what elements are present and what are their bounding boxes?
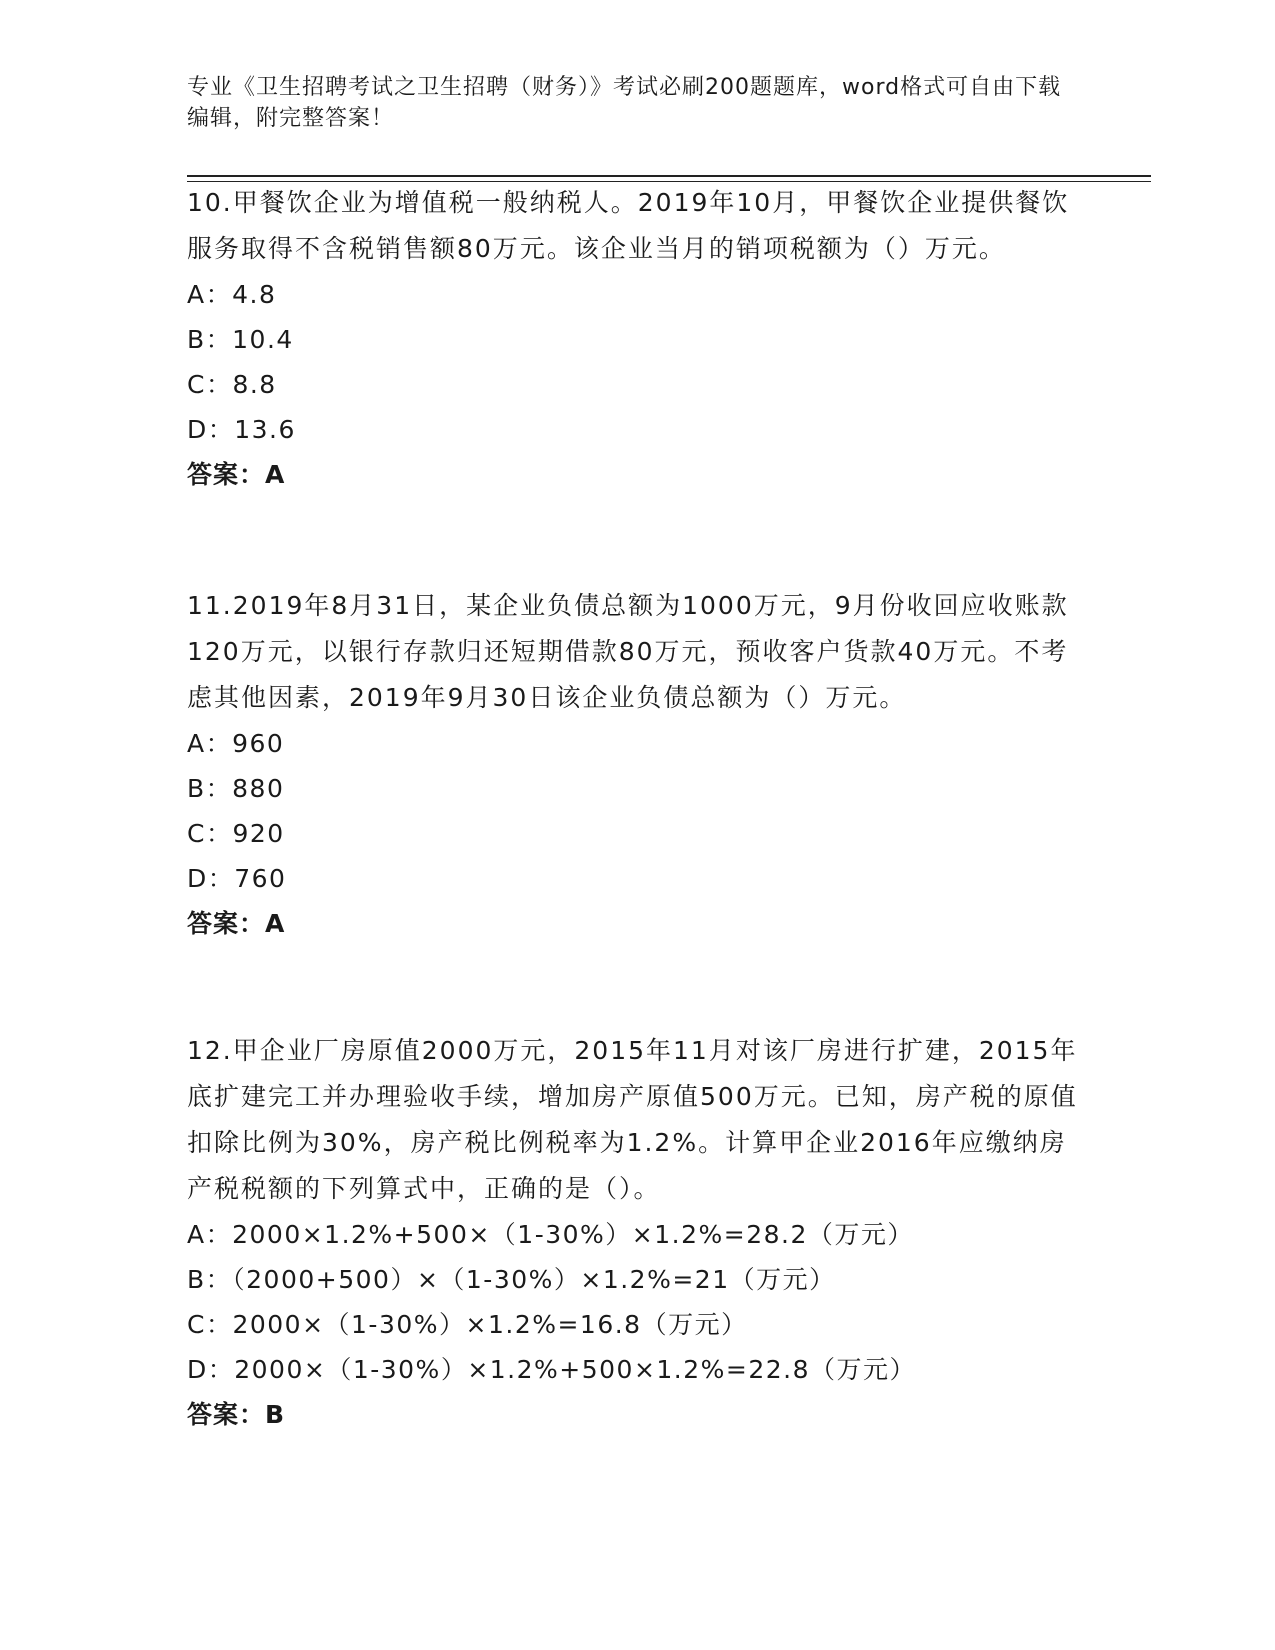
option-d: D：760: [187, 864, 287, 893]
option-b: B：10.4: [187, 325, 294, 354]
question-stem: 11.2019年8月31日，某企业负债总额为1000万元，9月份收回应收账款120万元，以银行存款归还短期借款80万元，预收客户货款40万元。不考虑其他因素，2019年9月30日该企业负债总额为（）万元。: [187, 591, 1069, 712]
answer: 答案：A: [187, 909, 286, 938]
option-c: C：2000×（1-30%）×1.2%=16.8（万元）: [187, 1310, 748, 1339]
question-11: [187, 583, 1087, 947]
option-a: A：2000×1.2%+500×（1-30%）×1.2%=28.2（万元）: [187, 1220, 914, 1249]
option-a: A：4.8: [187, 280, 277, 309]
option-d: D：2000×（1-30%）×1.2%+500×1.2%=22.8（万元）: [187, 1355, 917, 1384]
question-10: [187, 180, 1087, 498]
option-a: A：960: [187, 729, 285, 758]
option-d: D：13.6: [187, 415, 296, 444]
answer: 答案：B: [187, 1400, 286, 1429]
document-header: 专业《卫生招聘考试之卫生招聘（财务）》考试必刷200题题库，word格式可自由下载编辑，附完整答案！: [187, 75, 1062, 131]
header-divider-thick: [187, 175, 1151, 177]
option-c: C：920: [187, 819, 285, 848]
question-stem: 12.甲企业厂房原值2000万元，2015年11月对该厂房进行扩建，2015年底扩建完工并办理验收手续，增加房产原值500万元。已知，房产税的原值扣除比例为30%，房产税比例税率为1.2%。计算甲企业2016年应缴纳房产税税额的下列算式中，正确的是（）。: [187, 1036, 1078, 1203]
question-stem: 10.甲餐饮企业为增值税一般纳税人。2019年10月，甲餐饮企业提供餐饮服务取得不含税销售额80万元。该企业当月的销项税额为（）万元。: [187, 188, 1070, 263]
option-b: B：880: [187, 774, 285, 803]
option-c: C：8.8: [187, 370, 277, 399]
option-b: B：（2000+500）×（1-30%）×1.2%=21（万元）: [187, 1265, 836, 1294]
question-12: [187, 1028, 1087, 1438]
answer: 答案：A: [187, 460, 286, 489]
